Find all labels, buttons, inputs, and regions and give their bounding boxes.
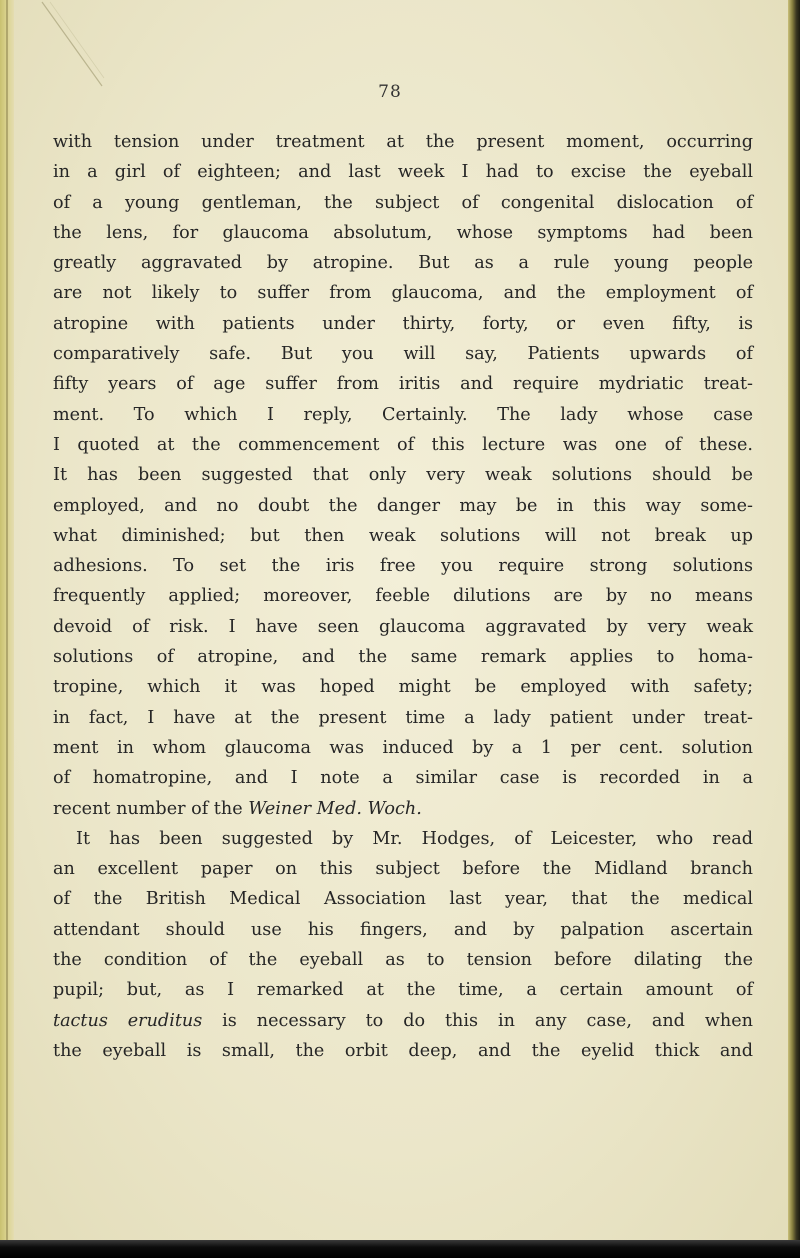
text-line: frequently applied; moreover, feeble dilutions are by no means	[53, 586, 753, 607]
binding-line	[6, 0, 8, 1240]
binding-edge	[0, 0, 14, 1258]
text-line: comparatively safe. But you will say, Patients upwards of	[53, 344, 753, 365]
text-line: attendant should use his fingers, and by palpation ascertain	[53, 919, 753, 940]
text-line: atropine with patients under thirty, forty, or even fifty, is	[53, 313, 753, 334]
text-line: pupil; but, as I remarked at the time, a certain amount of	[53, 980, 753, 1001]
journal-title: Weiner Med. Woch.	[248, 798, 422, 819]
text-line: tactus eruditus is necessary to do this in any case, and when	[53, 1010, 753, 1031]
text-line: with tension under treatment at the present moment, occurring	[53, 132, 753, 152]
text-line: of a young gentleman, the subject of congenital dislocation of	[53, 192, 753, 213]
text-line: in a girl of eighteen; and last week I had to excise the eyeball	[53, 162, 753, 183]
corner-crease	[40, 0, 110, 90]
text-line: I quoted at the commencement of this lecture was one of these.	[53, 434, 753, 455]
text-line: what diminished; but then weak solutions will not break up	[53, 525, 753, 546]
text-line: of homatropine, and I note a similar case is recorded in a	[53, 768, 753, 789]
body-text	[53, 127, 753, 1066]
text-line: recent number of the Weiner Med. Woch.	[53, 798, 422, 819]
paragraph	[53, 824, 753, 1066]
text-line: employed, and no doubt the danger may be in this way some-	[53, 495, 753, 516]
text-line: greatly aggravated by atropine. But as a rule young people	[53, 253, 753, 274]
text-line: the lens, for glaucoma absolutum, whose symptoms had been	[53, 222, 753, 243]
text-line: solutions of atropine, and the same remark applies to homa-	[53, 647, 753, 668]
text-line: adhesions. To set the iris free you require strong solutions	[53, 556, 753, 577]
right-page-edge	[788, 0, 800, 1258]
text-line: an excellent paper on this subject before the Midland branch	[53, 859, 753, 880]
text-line: It has been suggested by Mr. Hodges, of Leicester, who read	[76, 828, 753, 849]
text-line: fifty years of age suffer from iritis and require mydriatic treat-	[53, 374, 753, 395]
bottom-page-edge	[0, 1240, 800, 1258]
text-line: ment. To which I reply, Certainly. The lady whose case	[53, 404, 753, 425]
latin-phrase: tactus eruditus	[53, 1010, 203, 1031]
text-line: in fact, I have at the present time a lady patient under treat-	[53, 707, 753, 728]
text-line: tropine, which it was hoped might be employed with safety;	[53, 677, 753, 698]
text-line: of the British Medical Association last year, that the medical	[53, 889, 753, 910]
text-line: devoid of risk. I have seen glaucoma aggravated by very weak	[53, 616, 753, 637]
page-number: 78	[378, 82, 402, 102]
text-line: ment in whom glaucoma was induced by a 1 per cent. solution	[53, 737, 753, 758]
paragraph	[53, 127, 753, 824]
text-line: the eyeball is small, the orbit deep, and the eyelid thick and	[53, 1040, 753, 1061]
text-line: It has been suggested that only very weak solutions should be	[53, 465, 753, 486]
text-line: the condition of the eyeball as to tension before dilating the	[53, 950, 753, 971]
text-line: are not likely to suffer from glaucoma, and the employment of	[53, 283, 753, 304]
